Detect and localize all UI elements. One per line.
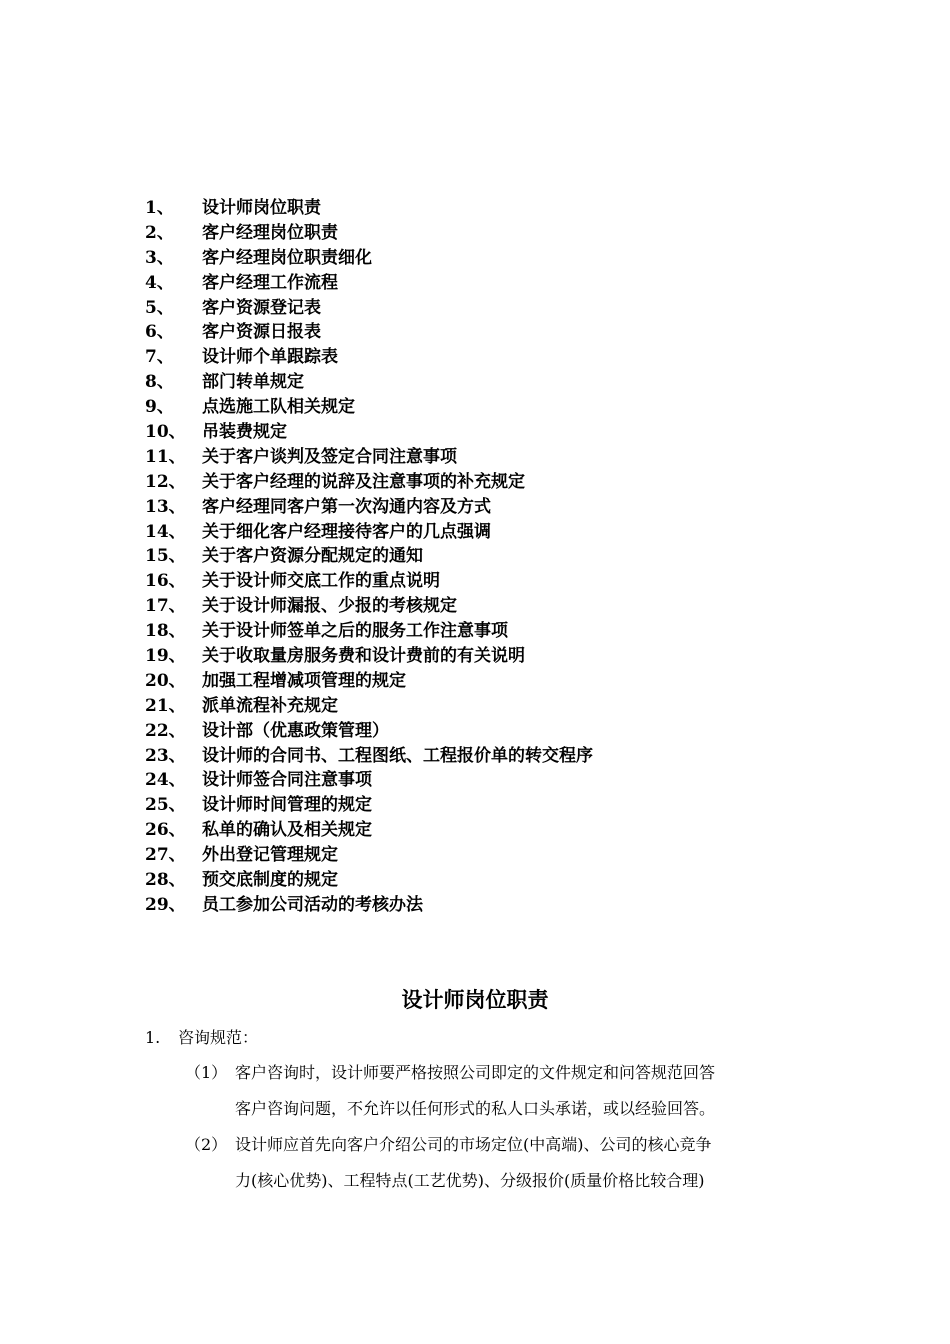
toc-item-number: 3、 bbox=[145, 247, 174, 268]
toc-item-number: 15、 bbox=[145, 546, 186, 567]
toc-item-number: 16、 bbox=[145, 571, 186, 592]
toc-item-number: 14、 bbox=[145, 521, 186, 542]
toc-item bbox=[145, 793, 845, 818]
toc-item bbox=[145, 768, 845, 793]
toc-item-number: 8、 bbox=[145, 372, 174, 393]
toc-item-title: 关于设计师漏报、少报的考核规定 bbox=[202, 596, 457, 617]
toc-item-number: 9、 bbox=[145, 397, 174, 418]
toc-item bbox=[145, 296, 845, 321]
toc-item bbox=[145, 669, 845, 694]
toc-item bbox=[145, 495, 845, 520]
toc-item-number: 5、 bbox=[145, 297, 174, 318]
toc-item-number: 28、 bbox=[145, 870, 186, 891]
toc-item bbox=[145, 893, 845, 918]
paragraph-line: 客户咨询问题，不允许以任何形式的私人口头承诺，或以经验回答。 bbox=[235, 1099, 716, 1118]
toc-item-title: 设计师个单跟踪表 bbox=[202, 347, 338, 368]
toc-item-title: 私单的确认及相关规定 bbox=[202, 820, 372, 841]
toc-item-title: 客户经理岗位职责细化 bbox=[202, 247, 372, 268]
toc-item-number: 20、 bbox=[145, 670, 186, 691]
toc-item bbox=[145, 246, 845, 271]
toc-item-title: 关于细化客户经理接待客户的几点强调 bbox=[202, 521, 491, 542]
toc-item bbox=[145, 868, 845, 893]
section-title: 设计师岗位职责 bbox=[401, 987, 549, 1012]
toc-item bbox=[145, 594, 845, 619]
toc-item-number: 18、 bbox=[145, 621, 186, 642]
toc-item bbox=[145, 544, 845, 569]
sub-heading bbox=[145, 1026, 258, 1050]
table-of-contents bbox=[145, 196, 845, 918]
toc-item-title: 设计部（优惠政策管理） bbox=[202, 720, 389, 741]
toc-item-title: 设计师时间管理的规定 bbox=[202, 795, 372, 816]
toc-item-title: 部门转单规定 bbox=[202, 372, 304, 393]
toc-item bbox=[145, 694, 845, 719]
toc-item-number: 10、 bbox=[145, 422, 186, 443]
toc-item-title: 派单流程补充规定 bbox=[202, 695, 338, 716]
toc-item-number: 7、 bbox=[145, 347, 174, 368]
toc-item bbox=[145, 271, 845, 296]
paragraph-2 bbox=[185, 1127, 825, 1199]
toc-item-title: 设计师岗位职责 bbox=[202, 198, 321, 218]
toc-item-number: 27、 bbox=[145, 845, 186, 866]
sub-heading-title: 咨询规范： bbox=[178, 1028, 259, 1047]
toc-item bbox=[145, 196, 845, 221]
toc-item bbox=[145, 818, 845, 843]
toc-item bbox=[145, 320, 845, 345]
toc-item-title: 关于收取量房服务费和设计费前的有关说明 bbox=[202, 646, 525, 667]
toc-item-number: 26、 bbox=[145, 820, 186, 841]
toc-item bbox=[145, 520, 845, 545]
toc-item-title: 外出登记管理规定 bbox=[202, 845, 338, 866]
toc-item bbox=[145, 644, 845, 669]
toc-item-title: 客户经理工作流程 bbox=[202, 272, 338, 293]
paragraph-number: （1） bbox=[185, 1063, 228, 1082]
toc-item-number: 25、 bbox=[145, 795, 186, 816]
toc-item-number: 11、 bbox=[145, 446, 186, 467]
toc-item-title: 关于客户资源分配规定的通知 bbox=[202, 546, 423, 567]
toc-item-number: 12、 bbox=[145, 471, 186, 492]
paragraph-line: 力(核心优势)、工程特点(工艺优势)、分级报价(质量价格比较合理) bbox=[235, 1171, 705, 1190]
paragraph-number: （2） bbox=[185, 1135, 228, 1154]
toc-item-number: 21、 bbox=[145, 695, 186, 716]
toc-item-title: 客户经理岗位职责 bbox=[202, 222, 338, 243]
toc-item-title: 点选施工队相关规定 bbox=[202, 397, 355, 418]
toc-item-number: 2、 bbox=[145, 222, 174, 243]
toc-item bbox=[145, 395, 845, 420]
toc-item bbox=[145, 719, 845, 744]
toc-item-title: 关于设计师交底工作的重点说明 bbox=[202, 571, 440, 592]
paragraph-line: 客户咨询时，设计师要严格按照公司即定的文件规定和问答规范回答 bbox=[235, 1063, 716, 1082]
toc-item bbox=[145, 619, 845, 644]
paragraph-line: 设计师应首先向客户介绍公司的市场定位(中高端)、公司的核心竞争 bbox=[235, 1135, 712, 1154]
toc-item-number: 1、 bbox=[145, 198, 174, 218]
toc-item bbox=[145, 370, 845, 395]
toc-item-number: 24、 bbox=[145, 770, 186, 791]
toc-item-title: 客户经理同客户第一次沟通内容及方式 bbox=[202, 496, 491, 517]
toc-item bbox=[145, 470, 845, 495]
toc-item-title: 关于设计师签单之后的服务工作注意事项 bbox=[202, 621, 508, 642]
toc-item bbox=[145, 345, 845, 370]
toc-item-number: 29、 bbox=[145, 894, 186, 915]
toc-item-title: 客户资源登记表 bbox=[202, 297, 321, 318]
paragraph-1 bbox=[185, 1055, 825, 1127]
toc-item-number: 17、 bbox=[145, 596, 186, 617]
toc-item bbox=[145, 445, 845, 470]
toc-item-number: 23、 bbox=[145, 745, 186, 766]
toc-item-number: 22、 bbox=[145, 720, 186, 741]
toc-item-title: 关于客户谈判及签定合同注意事项 bbox=[202, 446, 457, 467]
toc-item-title: 关于客户经理的说辞及注意事项的补充规定 bbox=[202, 471, 525, 492]
toc-item-number: 4、 bbox=[145, 272, 174, 293]
toc-item bbox=[145, 843, 845, 868]
toc-item bbox=[145, 569, 845, 594]
toc-item bbox=[145, 744, 845, 769]
toc-item-title: 员工参加公司活动的考核办法 bbox=[202, 894, 423, 915]
toc-item bbox=[145, 221, 845, 246]
toc-item-number: 13、 bbox=[145, 496, 186, 517]
toc-item-number: 6、 bbox=[145, 322, 174, 343]
toc-item bbox=[145, 420, 845, 445]
toc-item-number: 19、 bbox=[145, 646, 186, 667]
toc-item-title: 客户资源日报表 bbox=[202, 322, 321, 343]
toc-item-title: 预交底制度的规定 bbox=[202, 870, 338, 891]
sub-heading-number: 1. bbox=[145, 1028, 161, 1047]
toc-item-title: 吊装费规定 bbox=[202, 422, 287, 443]
toc-item-title: 加强工程增减项管理的规定 bbox=[202, 670, 406, 691]
toc-item-title: 设计师签合同注意事项 bbox=[202, 770, 372, 791]
toc-item-title: 设计师的合同书、工程图纸、工程报价单的转交程序 bbox=[202, 745, 593, 766]
